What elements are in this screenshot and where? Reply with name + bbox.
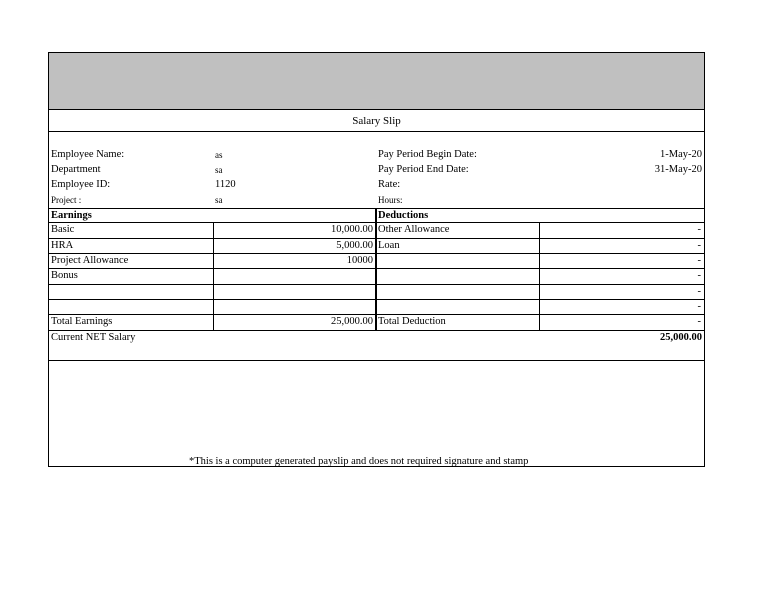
employee-id-value: 1120 bbox=[215, 179, 236, 190]
department-label: Department bbox=[51, 164, 101, 175]
grid-line bbox=[49, 360, 704, 361]
grid-line bbox=[49, 330, 704, 331]
project-value: sa bbox=[215, 195, 223, 205]
pay-period-end-value: 31-May-20 bbox=[654, 164, 702, 175]
deduction-amount: - bbox=[697, 286, 701, 297]
earnings-header: Earnings bbox=[51, 210, 92, 221]
grid-line bbox=[375, 208, 377, 330]
deduction-label: Other Allowance bbox=[378, 224, 450, 235]
total-deduction-value: - bbox=[697, 316, 701, 327]
department-value: sa bbox=[215, 165, 223, 175]
net-salary-label: Current NET Salary bbox=[51, 332, 136, 343]
slip-title: Salary Slip bbox=[49, 110, 704, 132]
rate-label: Rate: bbox=[378, 179, 401, 190]
employee-id-label: Employee ID: bbox=[51, 179, 111, 190]
deduction-amount: - bbox=[697, 224, 701, 235]
deduction-amount: - bbox=[697, 301, 701, 312]
earning-amount: 10000 bbox=[346, 255, 373, 266]
hours-label: Hours: bbox=[378, 195, 403, 205]
deductions-header: Deductions bbox=[378, 210, 429, 221]
earning-amount: 5,000.00 bbox=[336, 240, 373, 251]
deduction-amount: - bbox=[697, 240, 701, 251]
grid-line bbox=[539, 222, 540, 330]
grid-line bbox=[213, 222, 214, 330]
total-deduction-label: Total Deduction bbox=[378, 316, 446, 327]
pay-period-end-label: Pay Period End Date: bbox=[378, 164, 469, 175]
earning-label: Project Allowance bbox=[51, 255, 129, 266]
net-salary-value: 25,000.00 bbox=[660, 332, 702, 343]
employee-name-value: as bbox=[215, 150, 223, 160]
deduction-amount: - bbox=[697, 255, 701, 266]
earning-label: Bonus bbox=[51, 270, 78, 281]
footer-note: *This is a computer generated payslip and does not required signature and stamp bbox=[189, 456, 529, 467]
earning-label: Basic bbox=[51, 224, 75, 235]
total-earnings-value: 25,000.00 bbox=[331, 316, 373, 327]
deduction-amount: - bbox=[697, 270, 701, 281]
earning-amount: 10,000.00 bbox=[331, 224, 373, 235]
earning-label: HRA bbox=[51, 240, 74, 251]
salary-slip bbox=[48, 52, 705, 467]
total-earnings-label: Total Earnings bbox=[51, 316, 113, 327]
project-label: Project : bbox=[51, 195, 82, 205]
header-band bbox=[49, 53, 704, 110]
employee-name-label: Employee Name: bbox=[51, 149, 125, 160]
pay-period-begin-value: 1-May-20 bbox=[660, 149, 702, 160]
pay-period-begin-label: Pay Period Begin Date: bbox=[378, 149, 477, 160]
deduction-label: Loan bbox=[378, 240, 400, 251]
